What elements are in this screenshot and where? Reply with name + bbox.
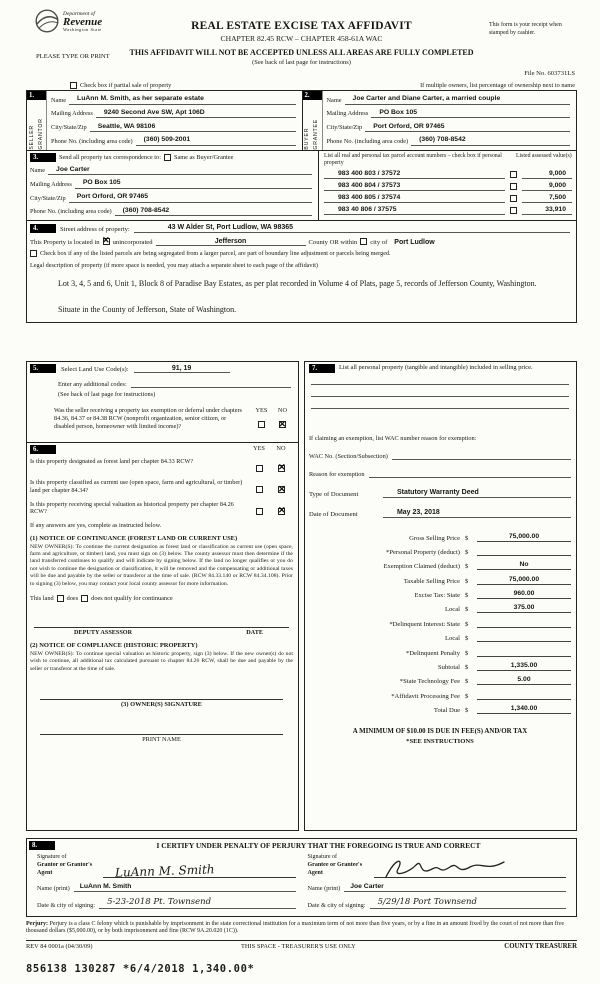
money-row-delinquent-interest-local: Local $ xyxy=(309,633,571,642)
located-in-label: This Property is located in xyxy=(30,238,100,246)
section-4-badge: 4. xyxy=(30,224,56,233)
section-3-badge: 3. xyxy=(30,153,56,162)
county-or-within-label: County OR within xyxy=(308,238,358,246)
seller-phone-label: Phone No. (including area code) xyxy=(51,137,133,145)
money-value: 375.00 xyxy=(477,604,571,613)
dollar-sign: $ xyxy=(465,649,469,657)
owner-signature-area xyxy=(30,687,293,708)
seller-side-label xyxy=(27,100,46,150)
see-instructions-note: *SEE INSTRUCTIONS xyxy=(406,738,474,746)
parcel-headers xyxy=(324,153,572,167)
seller-word: SELLER xyxy=(28,124,35,150)
historic-no-checkbox[interactable] xyxy=(278,508,285,515)
grantor-date-city-value: 5-23-2018 Pt. Townsend xyxy=(99,897,295,909)
correspondence-phone-value: (360) 708-8542 xyxy=(115,207,312,216)
grantee-signature-scribble xyxy=(378,855,508,881)
parcel-row xyxy=(324,194,572,203)
money-row-affidavit-processing-fee: *Affidavit Processing Fee $ xyxy=(309,691,571,700)
location-row xyxy=(30,238,570,246)
additional-codes-blank xyxy=(131,380,291,388)
grantor-date-city-row xyxy=(37,897,296,909)
page-content xyxy=(26,6,577,975)
grantor-signature-labels xyxy=(37,854,103,877)
segregated-checkbox[interactable] xyxy=(30,250,37,257)
form-body xyxy=(26,90,577,323)
buyer-address-label: Mailing Address xyxy=(326,110,369,118)
segregated-row xyxy=(30,250,570,257)
section-8-badge: 8. xyxy=(29,841,55,850)
correspondence-address-label: Mailing Address xyxy=(30,181,72,189)
grantee-agent-label: Grantee or Grantee's Agent xyxy=(307,861,363,876)
warning-line: THIS AFFIDAVIT WILL NOT BE ACCEPTED UNLESS ALL AREAS ARE FULLY COMPLETED xyxy=(129,48,474,57)
buyer-csz-row xyxy=(327,123,571,132)
grantor-signature: LuAnn M. Smith xyxy=(114,861,215,880)
money-row-gross-selling-price: Gross Selling Price $ 75,000.00 xyxy=(309,533,571,542)
personal-property-label: List all personal property (tangible and intangible) included in selling price. xyxy=(338,364,533,372)
county-treasurer-label: COUNTY TREASURER xyxy=(504,943,577,951)
seller-phone-value: (360) 509-2001 xyxy=(136,136,296,145)
partial-sale-checkbox[interactable] xyxy=(70,82,77,89)
does-qualify-checkbox[interactable] xyxy=(57,595,64,602)
no-label: NO xyxy=(277,407,287,415)
correspondence-csz-value: Port Orford, OR 97465 xyxy=(69,193,312,202)
reason-exemption-label: Reason for exemption xyxy=(308,471,365,479)
excise-tax-computation xyxy=(309,527,571,714)
assessed-value: 7,500 xyxy=(522,194,572,203)
parcel-column xyxy=(318,151,576,221)
money-value: 5.00 xyxy=(477,676,571,685)
personal-property-checkbox-3[interactable] xyxy=(510,195,517,202)
buyer-address-value: PO Box 105 xyxy=(371,109,570,118)
same-as-buyer-label: Same as Buyer/Grantee xyxy=(173,153,234,161)
no-label: NO xyxy=(276,445,286,453)
current-use-no-checkbox[interactable] xyxy=(278,486,285,493)
legal-description-text: Lot 3, 4, 5 and 6, Unit 1, Block 8 of Paradise Bay Estates, as per plat recorded in Volume 4 of Plats, page 5, records of Jefferson County, Washington. xyxy=(58,278,537,288)
segregated-label: Check box if any of the listed parcels are being segregated from a larger parcel, are part of boundary line adjustment or parcels being merged. xyxy=(40,250,391,258)
correspondence-csz-label: City/State/Zip xyxy=(30,194,66,202)
wac-number-blank xyxy=(392,452,571,460)
seller-csz-value: Seattle, WA 98106 xyxy=(90,123,296,132)
grantor-name-print-row xyxy=(37,883,296,892)
section-7-badge: 7. xyxy=(309,364,335,373)
certification-text: I CERTIFY UNDER PENALTY OF PERJURY THAT THE FOREGOING IS TRUE AND CORRECT xyxy=(156,841,481,851)
buyer-csz-label: City/State/Zip xyxy=(326,124,363,132)
buyer-csz-value: Port Orford, OR 97465 xyxy=(365,123,570,132)
grantor-signature-row xyxy=(37,854,296,880)
multiple-owners-note: If multiple owners, list percentage of ownership next to name xyxy=(420,82,575,89)
dollar-sign: $ xyxy=(465,635,469,643)
section-6-badge: 6. xyxy=(30,445,56,454)
dollar-sign: $ xyxy=(465,692,469,700)
personal-property-checkbox-1[interactable] xyxy=(510,171,517,178)
money-row-total-due: Total Due $ 1,340.00 xyxy=(309,705,571,714)
wac-number-label: WAC No. (Section/Subsection) xyxy=(308,453,388,461)
seller-csz-label: City/State/Zip xyxy=(51,124,87,132)
please-type-label: PLEASE TYPE OR PRINT xyxy=(36,53,110,60)
grantee-name-print-value: Joe Carter xyxy=(344,883,566,892)
exemption-no-checkbox[interactable] xyxy=(279,421,286,428)
section-5-badge: 5. xyxy=(30,364,56,373)
section-3 xyxy=(27,151,576,222)
form-revision-number: REV 84 0001a (04/30/09) xyxy=(26,943,93,951)
buyer-name-value: Joe Carter and Diane Carter, a married couple xyxy=(345,95,570,104)
partial-sale-label: Check box if partial sale of property xyxy=(80,82,172,89)
grantor-name-print-value: LuAnn M. Smith xyxy=(74,883,296,892)
money-value xyxy=(477,691,571,700)
send-correspondence-label: Send all property tax correspondence to: xyxy=(59,153,161,161)
does-not-label: does not qualify for continuance xyxy=(91,595,173,603)
personal-property-header xyxy=(309,364,571,373)
seller-name-row xyxy=(51,95,296,104)
deputy-assessor-signature-line xyxy=(34,620,289,628)
city-checkbox[interactable] xyxy=(360,238,367,245)
money-value xyxy=(477,633,571,642)
signature-of-label: Signature of xyxy=(37,854,67,861)
money-row-taxable-selling-price: Taxable Selling Price $ 75,000.00 xyxy=(309,576,571,585)
deputy-assessor-signature-area xyxy=(30,620,293,636)
exemption-checkboxes xyxy=(251,414,293,434)
personal-property-checkbox-2[interactable] xyxy=(510,183,517,190)
does-not-qualify-checkbox[interactable] xyxy=(81,595,88,602)
form-header xyxy=(26,6,577,82)
grantee-signature-labels xyxy=(308,854,374,877)
buyer-name-row xyxy=(327,95,571,104)
land-use-row xyxy=(30,364,293,373)
grantor-word: GRANTOR xyxy=(37,118,44,150)
if-yes-note: If any answers are yes, complete as instructed below. xyxy=(30,521,162,529)
dollar-sign: $ xyxy=(465,592,469,600)
correspondence-csz-row xyxy=(30,193,312,202)
exemption-wac-note: If claiming an exemption, list WAC number reason for exemption: xyxy=(308,435,477,443)
section-6-header xyxy=(30,445,293,454)
pre-form-row xyxy=(26,82,577,90)
dollar-sign: $ xyxy=(465,577,469,585)
money-value: 960.00 xyxy=(477,590,571,599)
grantee-date-city-value: 5/29/18 Port Townsend xyxy=(370,897,566,909)
print-name-line xyxy=(40,722,283,735)
assessed-value: 33,910 xyxy=(522,206,572,215)
document-date-row xyxy=(309,509,571,518)
file-number: File No. 603731LS xyxy=(524,70,575,77)
correspondence-phone-label: Phone No. (including area code) xyxy=(30,208,112,216)
exemption-yes-checkbox[interactable] xyxy=(258,421,265,428)
minimum-due-note: A MINIMUM OF $10.00 IS DUE IN FEE(S) AND/OR TAX xyxy=(352,728,528,736)
does-label: does xyxy=(66,595,79,603)
date-label: DATE xyxy=(246,629,263,637)
seller-section xyxy=(27,91,302,150)
assessed-value: 9,000 xyxy=(522,170,572,179)
money-row-delinquent-penalty: *Delinquent Penalty $ xyxy=(309,648,571,657)
deputy-assessor-label: DEPUTY ASSESSOR xyxy=(74,629,133,637)
money-value xyxy=(477,648,571,657)
perjury-label: Perjury: xyxy=(26,920,48,927)
left-column xyxy=(26,361,299,831)
section-1-badge: 1. xyxy=(27,91,46,100)
dollar-sign: $ xyxy=(465,678,469,686)
buyer-phone-value: (360) 708-8542 xyxy=(411,136,570,145)
money-row-excise-local: Local $ 375.00 xyxy=(309,604,571,613)
buyer-phone-label: Phone No. (including area code) xyxy=(326,137,409,145)
parties-row xyxy=(27,91,576,151)
dollar-sign: $ xyxy=(465,606,469,614)
additional-codes-row xyxy=(58,380,291,388)
notice-continuance-text: NEW OWNER(S): To continue the current designation as forest land or classification as current use (open space, farm and agriculture, or timber) land, you must sign on (3) below. The county assessor must then determine if the land transferred continues to qualify and will indicate by signing below. If the land no longer qualifies or you do not wish to continue the designation or classification, it will be removed and the compensating or additional taxes will be due and payable by the seller or transferor at the time of sale. (RCW 84.33.140 or RCW 84.34.108). Prior to signing (3) below, you may contact your local county assessor for more information. xyxy=(30,543,293,587)
yes-no-header xyxy=(251,407,293,414)
name-print-label: Name (print) xyxy=(37,884,70,892)
seller-phone-row xyxy=(51,136,296,145)
current-use-yes-checkbox[interactable] xyxy=(256,486,263,493)
grantee-signature-block xyxy=(302,854,573,908)
money-row-delinquent-interest-state: *Delinquent Interest: State $ xyxy=(309,619,571,628)
unincorporated-label: unincorporated xyxy=(112,238,153,246)
date-city-label: Date & city of signing: xyxy=(37,901,96,909)
tax-correspondence-column xyxy=(27,151,318,221)
correspondence-address-row xyxy=(30,179,312,188)
signature-of-label: Signature of xyxy=(307,854,337,861)
parcel-number: 983 40 806 / 37575 xyxy=(324,206,505,215)
partial-sale-option xyxy=(70,82,171,89)
forest-land-question xyxy=(30,458,293,476)
street-address-value: 43 W Alder St, Port Ludlow, WA 98365 xyxy=(134,224,570,233)
personal-property-blank-line xyxy=(311,397,569,409)
parcel-row xyxy=(324,206,572,215)
money-row-state-technology-fee: *State Technology Fee $ 5.00 xyxy=(309,676,571,685)
footer-row xyxy=(26,940,577,950)
grantee-signature-line xyxy=(374,858,567,878)
section-8 xyxy=(26,838,577,916)
seller-side-column xyxy=(27,91,47,150)
see-back-note: (See back of last page for instructions) xyxy=(252,59,351,66)
money-value: 1,340.00 xyxy=(477,705,571,714)
land-use-label: Select Land Use Code(s): xyxy=(61,366,129,374)
perjury-text: Perjury is a class C felony which is punishable by imprisonment in the state correctional institution for a maximum term of not more than five years, or by a fine in an amount fixed by the court of not more than five thousand dollars ($5,000.00), or by both imprisonment and fine (RCW 9A.20.020 (1C)). xyxy=(26,920,565,935)
date-city-label: Date & city of signing: xyxy=(307,901,366,909)
seller-name-label: Name xyxy=(51,96,67,104)
signatures-area xyxy=(27,851,576,915)
certification-header xyxy=(27,839,576,851)
tax-exemption-question xyxy=(30,407,293,434)
money-value: 75,000.00 xyxy=(477,533,571,542)
wac-number-row xyxy=(309,452,571,460)
parcel-number: 983 400 805 / 37574 xyxy=(324,194,505,203)
grantor-signature-block xyxy=(31,854,302,908)
logo-revenue-text: Revenue xyxy=(63,15,103,28)
grantee-name-print-row xyxy=(308,883,567,892)
personal-property-blank-line xyxy=(311,373,569,385)
money-value xyxy=(477,547,571,556)
buyer-fields xyxy=(323,91,577,150)
assessed-value: 9,000 xyxy=(522,182,572,191)
correspondence-name-value: Joe Carter xyxy=(48,166,312,175)
logo-dept-text: Department of xyxy=(63,10,95,17)
dollar-sign: $ xyxy=(465,664,469,672)
document-type-label: Type of Document xyxy=(308,491,359,499)
owner-signature-line xyxy=(40,687,283,700)
continuance-qualify-row xyxy=(30,595,293,602)
section-7 xyxy=(304,361,577,831)
buyer-section xyxy=(302,91,577,150)
land-use-value: 91, 19 xyxy=(134,365,230,373)
chapter-line: CHAPTER 82.45 RCW – CHAPTER 458-61A WAC xyxy=(220,34,383,43)
money-value: 75,000.00 xyxy=(477,576,571,585)
dollar-sign: $ xyxy=(465,620,469,628)
mid-columns xyxy=(26,361,577,831)
notice-continuance-title: (1) NOTICE OF CONTINUANCE (FOREST LAND OR CURRENT USE) xyxy=(30,534,238,542)
section-4 xyxy=(27,221,576,322)
money-row-personal-property: *Personal Property (deduct) $ xyxy=(309,547,571,556)
yes-label: YES xyxy=(253,445,265,453)
money-row-excise-state: Excise Tax: State $ 960.00 xyxy=(309,590,571,599)
money-value: No xyxy=(477,561,571,570)
document-type-row xyxy=(309,489,571,498)
unincorporated-checkbox[interactable] xyxy=(103,238,110,245)
perjury-notice xyxy=(26,921,577,937)
dollar-sign: $ xyxy=(465,707,469,715)
print-name-label: PRINT NAME xyxy=(142,736,181,744)
grantor-signature-line xyxy=(103,858,296,878)
dollar-sign: $ xyxy=(465,548,469,556)
city-value: Port Ludlow xyxy=(394,238,435,246)
document-date-label: Date of Document xyxy=(308,511,358,519)
parcel-number: 983 400 803 / 37572 xyxy=(324,170,505,179)
dollar-sign: $ xyxy=(465,563,469,571)
situate-text: Situate in the County of Jefferson, State of Washington. xyxy=(58,305,237,315)
city-of-label: city of xyxy=(370,238,388,246)
buyer-phone-row xyxy=(327,136,571,145)
money-value: 1,335.00 xyxy=(477,662,571,671)
forest-yes-checkbox[interactable] xyxy=(256,465,263,472)
seller-csz-row xyxy=(51,123,296,132)
seller-address-label: Mailing Address xyxy=(51,110,93,118)
grantee-signature-row xyxy=(308,854,567,877)
buyer-address-row xyxy=(327,109,571,118)
personal-property-checkbox-4[interactable] xyxy=(510,207,517,214)
assessed-values-header: Listed assessed value(s) xyxy=(515,152,572,159)
parcel-row xyxy=(324,170,572,179)
section-6 xyxy=(27,443,298,830)
see-back-instructions: (See back of last page for instructions) xyxy=(58,391,156,399)
grantee-word: GRANTEE xyxy=(313,118,319,150)
receipt-note: This form is your receipt when stamped by cashier. xyxy=(489,22,562,36)
exemption-yes-no xyxy=(247,407,293,434)
correspondence-name-label: Name xyxy=(30,167,46,175)
additional-codes-label: Enter any additional codes: xyxy=(58,381,127,389)
current-use-question xyxy=(30,479,293,497)
correspondence-phone-row xyxy=(30,207,312,216)
buyer-name-label: Name xyxy=(326,96,342,104)
question-text: Is this property designated as forest land per chapter 84.33 RCW? xyxy=(30,457,194,465)
cashier-receipt-stamp: 856138 130287 *6/4/2018 1,340.00* xyxy=(26,963,255,976)
parcel-row xyxy=(324,182,572,191)
buyer-word: BUYER xyxy=(304,127,310,150)
notice-compliance-text: NEW OWNER(S): To continue special valuation as historic property, sign (3) below. If the new owner(s) do not wish to continue, all additional tax calculated pursuant to chapter 84.26 RCW, shall be due and payable by the seller or transferor at the time of sale. xyxy=(30,651,293,672)
document-type-value: Statutory Warranty Deed xyxy=(383,489,571,498)
owner-signature-label: (3) OWNER(S) SIGNATURE xyxy=(121,701,202,709)
buyer-side-label xyxy=(303,100,322,150)
street-address-label: Street address of property: xyxy=(60,226,130,234)
county-value: Jefferson xyxy=(156,238,306,246)
yes-no-header xyxy=(248,445,293,452)
buyer-side-column xyxy=(303,91,323,150)
correspondence-address-value: PO Box 105 xyxy=(75,179,312,188)
dollar-sign: $ xyxy=(465,534,469,542)
exemption-question-text: Was the seller receiving a property tax exemption or deferral under chapters 84.36, 84.37 or 84.38 RCW (nonprofit organization, senior citizen, or disabled person, homeowner with limited income)? xyxy=(54,407,242,431)
form-title: REAL ESTATE EXCISE TAX AFFIDAVIT xyxy=(191,20,412,32)
personal-property-blank-line xyxy=(311,385,569,397)
name-print-label: Name (print) xyxy=(307,884,341,892)
seller-fields xyxy=(47,91,302,150)
question-text: Is this property receiving special valuation as historical property per chapter 84.26 RCW? xyxy=(30,500,234,516)
historic-question xyxy=(30,501,293,519)
parcel-number: 983 400 804 / 37573 xyxy=(324,182,505,191)
print-name-area xyxy=(30,722,293,743)
reason-exemption-blank xyxy=(369,470,571,478)
forest-no-checkbox[interactable] xyxy=(278,465,285,472)
grantor-agent-label: Grantor or Grantor's Agent xyxy=(37,861,93,876)
section-2-badge: 2. xyxy=(303,91,322,100)
correspondence-name-row xyxy=(30,166,312,175)
historic-yes-checkbox[interactable] xyxy=(256,508,263,515)
same-as-buyer-checkbox[interactable] xyxy=(164,154,171,161)
money-row-subtotal: Subtotal $ 1,335.00 xyxy=(309,662,571,671)
notice-compliance-title: (2) NOTICE OF COMPLIANCE (HISTORIC PROPERTY) xyxy=(30,642,198,650)
money-value xyxy=(477,619,571,628)
tax-correspondence-header xyxy=(30,153,312,162)
treasurer-space-label: THIS SPACE - TREASURER'S USE ONLY xyxy=(241,943,356,951)
street-address-row xyxy=(30,224,570,233)
deputy-assessor-labels xyxy=(34,628,289,636)
legal-description-label: Legal description of property (if more space is needed, you may attach a separate sheet to each page of the affidavit) xyxy=(30,261,318,269)
question-text: Is this property classified as current use (open space, farm and agricultural, or timber) land per chapter 84.34? xyxy=(30,479,243,494)
grantee-date-city-row xyxy=(308,897,567,909)
logo-state-text: Washington State xyxy=(63,26,102,32)
reason-exemption-row xyxy=(309,470,571,478)
yes-label: YES xyxy=(255,407,268,415)
seller-address-value: 9240 Second Ave SW, Apt 106D xyxy=(96,109,296,118)
section-5 xyxy=(27,362,298,443)
parcel-numbers-header: List all real and personal tax parcel account numbers – check box if personal property xyxy=(323,152,502,166)
seller-address-row xyxy=(51,109,296,118)
money-row-exemption-claimed: Exemption Claimed (deduct) $ No xyxy=(309,561,571,570)
document-date-value: May 23, 2018 xyxy=(383,509,571,518)
this-land-label: This land xyxy=(30,595,54,603)
seller-name-value: LuAnn M. Smith, as her separate estate xyxy=(69,95,295,104)
